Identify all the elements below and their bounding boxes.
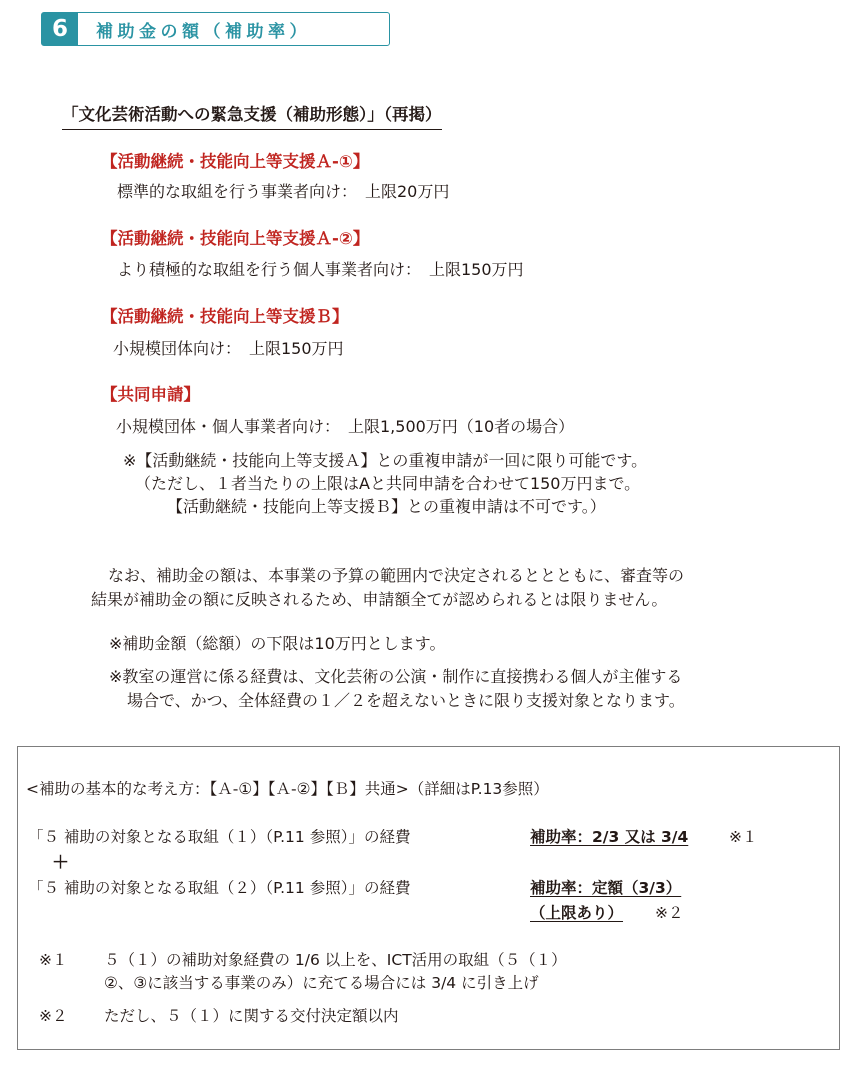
support-heading-b: 【活動継続・技能向上等支援Ｂ】 xyxy=(101,307,349,326)
lead-title: 「文化芸術活動への緊急支援（補助形態）」（再掲） xyxy=(62,101,442,130)
box-item1-note: ※１ xyxy=(729,828,758,846)
note-classroom: ※教室の運営に係る経費は、文化芸術の公演・制作に直接携わる個人が主催する xyxy=(109,667,683,686)
support-desc-a1: 標準的な取組を行う事業者向け： 上限20万円 xyxy=(117,182,450,201)
joint-note-line: 【活動継続・技能向上等支援Ｂ】との重複申請は不可です。） xyxy=(167,497,606,516)
footnote2-mark: ※２ xyxy=(39,1007,68,1025)
support-heading-a1: 【活動継続・技能向上等支援Ａ-①】 xyxy=(101,152,370,171)
plus-sign: ＋ xyxy=(52,853,69,873)
box-title: <補助の基本的な考え方：【Ａ-①】【Ａ-②】【Ｂ】共通>（詳細はP.13参照） xyxy=(26,780,549,798)
box-item2-note: ※２ xyxy=(655,904,684,922)
box-item2-rate-limit: （上限あり） xyxy=(530,904,624,922)
joint-note-line: ※【活動継続・技能向上等支援Ａ】との重複申請が一回に限り可能です。 xyxy=(123,451,648,470)
support-heading-joint: 【共同申請】 xyxy=(101,385,200,404)
box-item1-label: 「５ 補助の対象となる取組（１）（P.11 参照）」の経費 xyxy=(28,828,411,846)
box-item2-rate: 補助率：定額（3/3） xyxy=(530,879,682,897)
support-desc-b: 小規模団体向け： 上限150万円 xyxy=(113,339,344,358)
joint-note-line: （ただし、１者当たりの上限はAと共同申請を合わせて150万円まで。 xyxy=(135,474,641,493)
footnote1-mark: ※１ xyxy=(39,951,68,969)
paragraph-line: なお、補助金の額は、本事業の予算の範囲内で決定されるととともに、審査等の xyxy=(108,566,685,585)
footnote1-line: ５（１）の補助対象経費の 1/6 以上を、ICT活用の取組（５（１） xyxy=(104,951,567,969)
section-header xyxy=(41,12,390,46)
support-desc-joint: 小規模団体・個人事業者向け： 上限1,500万円（10者の場合） xyxy=(116,417,575,436)
footnote1-line: ②、③に該当する事業のみ）に充てる場合には 3/4 に引き上げ xyxy=(104,974,539,992)
box-item1-rate: 補助率：2/3 又は 3/4 xyxy=(530,828,689,846)
section-number: 6 xyxy=(42,13,78,45)
footnote2-text: ただし、５（１）に関する交付決定額以内 xyxy=(104,1007,399,1025)
note-classroom-cont: 場合で、かつ、全体経費の１／２を超えないときに限り支援対象となります。 xyxy=(127,691,685,710)
support-heading-a2: 【活動継続・技能向上等支援Ａ-②】 xyxy=(101,229,370,248)
section-title: 補助金の額（補助率） xyxy=(96,21,311,42)
support-desc-a2: より積極的な取組を行う個人事業者向け： 上限150万円 xyxy=(117,260,524,279)
paragraph-line: 結果が補助金の額に反映されるため、申請額全てが認められるとは限りません。 xyxy=(91,590,668,609)
box-item2-label: 「５ 補助の対象となる取組（２）（P.11 参照）」の経費 xyxy=(28,879,411,897)
note-minimum: ※補助金額（総額）の下限は10万円とします。 xyxy=(109,634,446,653)
